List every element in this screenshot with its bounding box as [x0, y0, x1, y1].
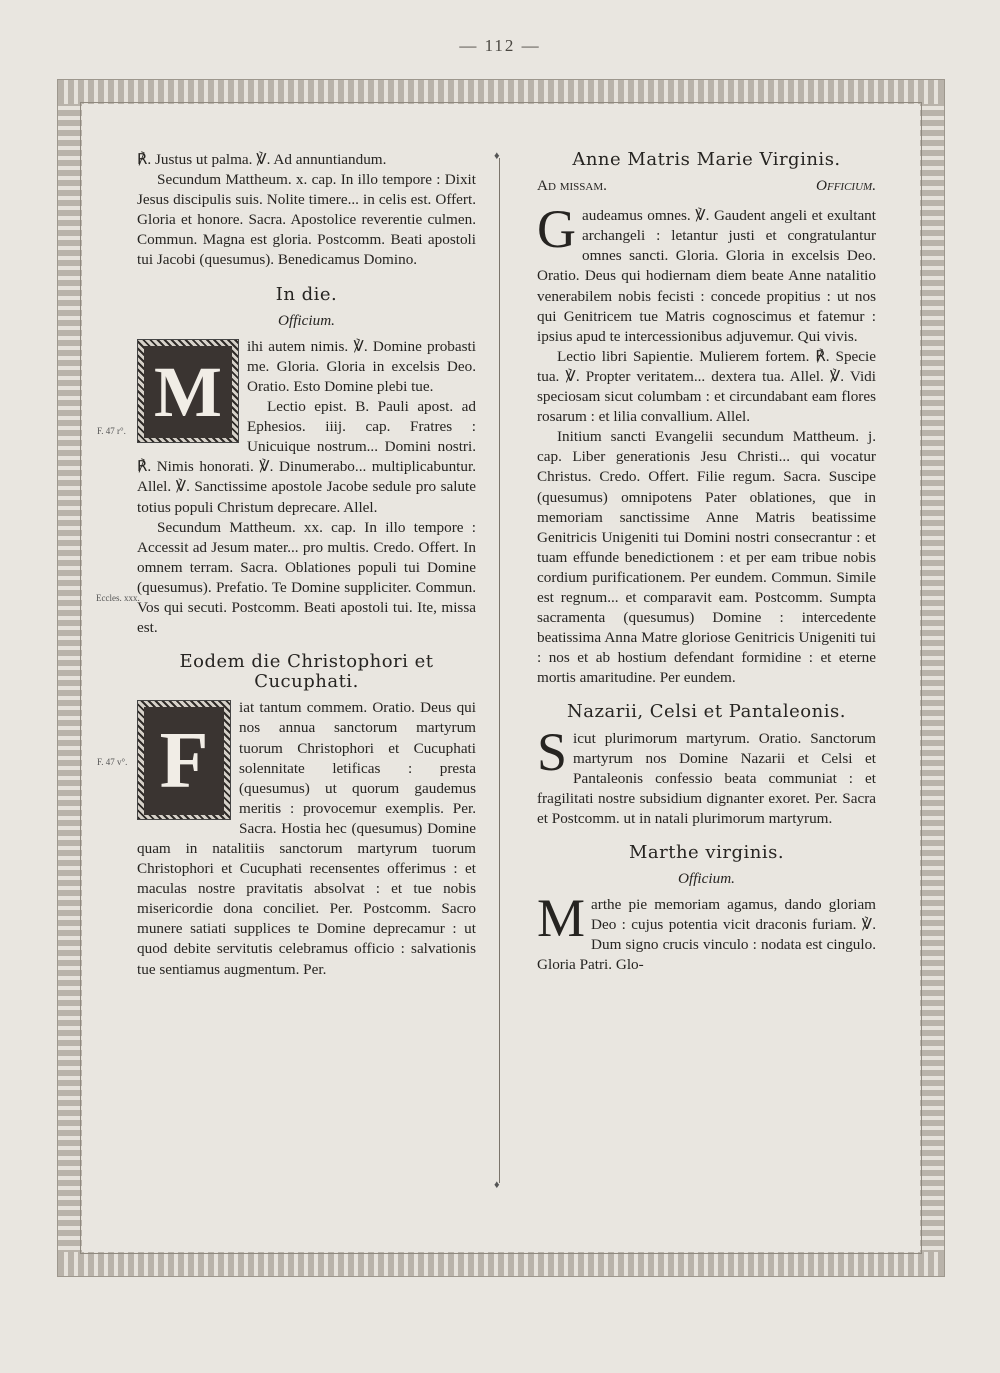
- epistle-paragraph: Lectio epist. B. Pauli apost. ad Ephesios. iiij. cap. Fratres : Unicuique nostrum... Domini nostri. ℟. Nimis honorati. ℣. Dinumerabo... multiplicabuntur. Allel. ℣. Sanctissime apostole Jacobe sedule pro salute totius populi Christum deprecare. Allel.: [137, 398, 476, 516]
- initial-letter: M: [537, 888, 586, 949]
- initial-letter: S: [537, 721, 568, 782]
- section-subtitle: Officium.: [678, 870, 735, 888]
- prayer-paragraph: iat tantum commem. Oratio. Deus qui nos annua sanctorum martyrum tuorum Christophori et Cucuphati solennitate letificas : presta (quesumus) ut quorum gaudemus meritis : provocemur exemplis. Per. Sacra. Hostia hec (quesumus) Domine quam in natalitiis sanctorum martyrum tuorum Christophori et Cucuphati recensentes offerimus : et maculas nostre pravitatis absolvat : et tue nobis misericordie dona conciliet. Per. Postcomm. Sacro munere satiati supplices te Domine deprecamur : ut quod debite servitutis celebramus officio : salvationis tue sentiamus augmentum. Per.: [137, 699, 476, 978]
- section-heading: In die.: [275, 283, 338, 305]
- section-heading: Marthe virginis.: [628, 842, 785, 863]
- illuminated-initial: M: [137, 339, 239, 443]
- illuminated-initial: F: [137, 700, 231, 820]
- section-heading: Nazarii, Celsi et Pantaleonis.: [567, 701, 846, 723]
- right-column: [537, 150, 876, 976]
- lesson-paragraph: Lectio libri Sapientie. Mulierem fortem. ℟. Specie tua. ℣. Propter veritatem... dextera tua. Allel. ℣. Vidi speciosam sicut columbam : et circundabant eam flores rosarum : et lilia convallium. Allel.: [537, 347, 876, 426]
- ad-missam-label: Ad missam.: [537, 177, 607, 195]
- gospel-paragraph: Secundum Mattheum. x. cap. In illo tempore : Dixit Jesus discipulis suis. Nolite timere... in celis est. Offert. Gloria et honore. Sacra. Apostolice reverentie culmen. Commun. Magna est gloria. Postcomm. Beati apostoli tui Jacobi (quesumus). Benedicamus Domino.: [137, 171, 476, 269]
- introit-paragraph: arthe pie memoriam agamus, dando gloriam Deo : cujus potentia vicit draconis furiam. ℣. Dum signo crucis vinculo : nodata est cingulo. Gloria Patri. Glo-: [537, 896, 876, 974]
- mass-label-row: [537, 176, 876, 196]
- margin-note: F. 47 v°.: [97, 757, 128, 767]
- margin-note: F. 47 r°.: [97, 426, 126, 436]
- gospel-paragraph: Secundum Mattheum. xx. cap. In illo tempore : Accessit ad Jesum mater... pro multis. Credo. Offert. In omnem terram. Sacra. Oblationes populi tui Domine (quesumus). Prefatio. Te Domine suppliciter. Commun. Vos qui secuti. Postcomm. Beati apostoli tui. Ite, missa est.: [137, 518, 476, 637]
- section-heading: Eodem die Christophori et Cucuphati.: [179, 651, 434, 693]
- officium-label: Officium.: [816, 177, 876, 195]
- initial-letter: G: [537, 199, 576, 260]
- column-divider: [499, 158, 500, 1183]
- introit-paragraph: ihi autem nimis. ℣. Domine probasti me. Gloria. Gloria in excelsis Deo. Oratio. Esto Domine plebi tue.: [247, 337, 476, 395]
- section-subtitle: Officium.: [278, 311, 335, 329]
- margin-note: Eccles. xxx.: [96, 593, 140, 603]
- left-column: [137, 150, 476, 980]
- section-heading: Anne Matris Marie Virginis.: [572, 149, 841, 170]
- gospel-paragraph: Initium sancti Evangelii secundum Mattheum. j. cap. Liber generationis Jesu Christi... qui vocatur Christus. Credo. Offert. Filie regum. Sacra. Suscipe (quesumus) omnipotens Pater oblationes, que in memoriam sanctissime Anne Matris beatissime Genitricis Unigeniti tui Domini nostri consecrantur : et tuam effunde benedictionem : et per eam tribue nobis cordium purificationem. Per eundem. Commun. Simile est regnum... et comparavit eam. Postcomm. Sumpta sacramenta (quesumus) Domine : intercedente beatissima Anna Matre gloriose Genitricis Unigeniti tui : nos et ab hostium defendant formidine : et eterne mortis amaritudine. Per eundem.: [537, 428, 876, 687]
- response-paragraph: ℟. Justus ut palma. ℣. Ad annuntiandum.: [137, 151, 387, 168]
- page-number: — 112 —: [459, 36, 541, 55]
- introit-paragraph: audeamus omnes. ℣. Gaudent angeli et exultant archangeli : letantur justi et congratulantur omnes sancti. Gloria. Gloria in excelsis Deo. Oratio. Deus qui hodiernam diem beate Anne natalitio venerabilem nobis fecisti : concede propitius : ut nos qui Genitricem tue Matris cognoscimus et fatemur : ipsius apud te intercessionibus adjuvemur. Qui vivis.: [537, 207, 876, 345]
- prayer-paragraph: icut plurimorum martyrum. Oratio. Sanctorum martyrum nos Domine Nazarii et Celsi et Pantaleonis confessio beata communiat : et fragilitati nostre subsidium dignanter exoret. Per. Sacra et Postcomm. ut in natali plurimorum martyrum.: [537, 729, 876, 827]
